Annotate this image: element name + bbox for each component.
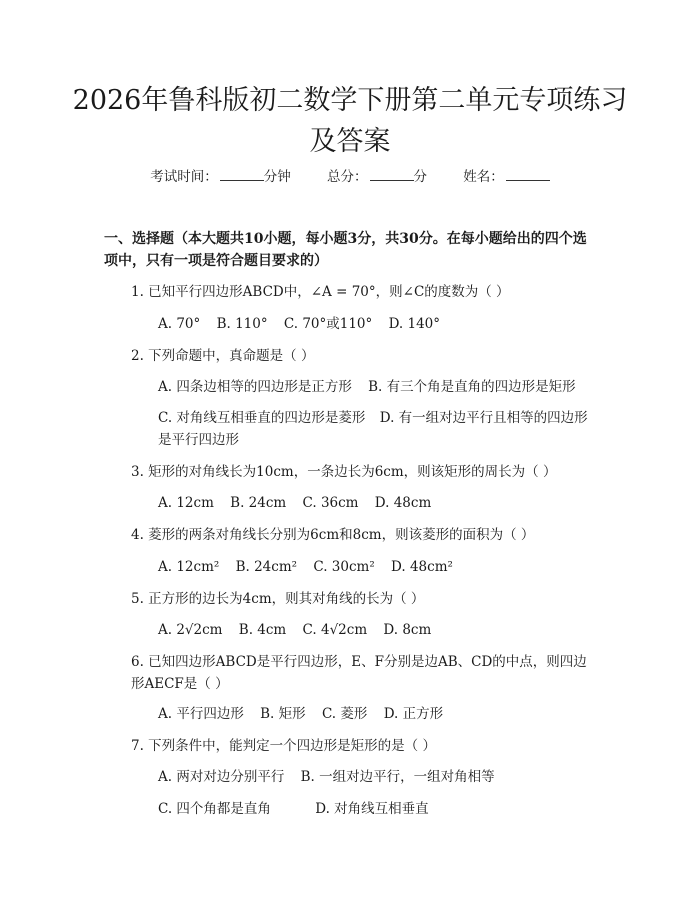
name-label: 姓名：	[463, 169, 504, 185]
exam-meta	[0, 166, 700, 188]
question-4-options	[158, 556, 598, 578]
total-score-unit: 分	[413, 169, 427, 185]
option-c: C. 菱形	[321, 706, 368, 722]
option-b: B. 有三个角是直角的四边形是矩形	[368, 379, 576, 395]
option-c: C. 四个角都是直角	[158, 801, 271, 817]
question-2-options-row2	[104, 407, 594, 451]
question-2	[104, 345, 594, 367]
exam-time-field	[150, 166, 291, 188]
option-a: A. 四条边相等的四边形是正方形	[158, 379, 352, 395]
option-a: A. 2√2cm	[158, 622, 223, 638]
question-5	[104, 588, 594, 610]
option-c: C. 30cm²	[313, 559, 375, 575]
option-b: B. 矩形	[260, 706, 306, 722]
option-a: A. 70°	[158, 316, 201, 332]
option-b: B. 24cm	[230, 495, 287, 511]
question-stem: 3. 矩形的对角线长为10cm，一条边长为6cm，则该矩形的周长为（ ）	[131, 464, 557, 480]
question-stem: 4. 菱形的两条对角线长分别为6cm和8cm，则该菱形的面积为（ ）	[131, 527, 535, 543]
exam-time-unit: 分钟	[263, 169, 291, 185]
question-7	[104, 735, 594, 757]
option-c: C. 对角线互相垂直的四边形是菱形	[158, 410, 366, 426]
option-b: B. 一组对边平行，一组对角相等	[300, 769, 495, 785]
total-score-label: 总分：	[327, 169, 368, 185]
question-2-options-row1	[158, 376, 598, 398]
option-d: D. 正方形	[383, 706, 444, 722]
question-stem: 7. 下列条件中，能判定一个四边形是矩形的是（ ）	[131, 738, 436, 754]
name-blank	[506, 166, 550, 181]
option-c: C. 36cm	[302, 495, 359, 511]
question-6	[104, 651, 594, 695]
option-c: C. 4√2cm	[302, 622, 368, 638]
exam-time-label: 考试时间：	[150, 169, 218, 185]
option-a: A. 平行四边形	[158, 706, 244, 722]
option-d: D. 140°	[388, 316, 441, 332]
question-stem: 1. 已知平行四边形ABCD中，∠A = 70°，则∠C的度数为（ ）	[131, 284, 510, 300]
question-stem: 2. 下列命题中，真命题是（ ）	[131, 348, 315, 364]
section-heading: 一、选择题（本大题共10小题，每小题3分，共30分。在每小题给出的四个选项中，只有一项是符合题目要求的）	[104, 231, 587, 269]
question-3-options	[158, 492, 598, 514]
question-7-options-row2	[158, 798, 598, 820]
option-a: A. 12cm	[158, 495, 214, 511]
total-score-field	[327, 166, 427, 188]
option-a: A. 12cm²	[158, 559, 220, 575]
option-d: D. 8cm	[383, 622, 432, 638]
question-7-options-row1	[158, 766, 598, 788]
question-4	[104, 524, 594, 546]
option-d: D. 48cm	[374, 495, 432, 511]
option-a: A. 两对对边分别平行	[158, 769, 285, 785]
name-field	[463, 166, 550, 188]
page-title: 2026年鲁科版初二数学下册第二单元专项练习及答案	[72, 85, 628, 157]
option-d: D. 48cm²	[391, 559, 453, 575]
question-1-options	[158, 313, 598, 335]
total-score-blank	[370, 166, 414, 181]
question-5-options	[158, 619, 598, 641]
question-stem: 6. 已知四边形ABCD是平行四边形，E、F分别是边AB、CD的中点，则四边形AECF是（ ）	[131, 654, 587, 692]
question-1	[104, 281, 594, 303]
option-d: D. 对角线互相垂直	[315, 801, 429, 817]
option-d: D. 有一组对边平行且相等的四边形是平行四边形	[158, 410, 588, 448]
exam-time-blank	[220, 166, 264, 181]
option-c: C. 70°或110°	[283, 316, 373, 332]
option-b: B. 4cm	[238, 622, 287, 638]
question-6-options	[158, 703, 598, 725]
option-b: B. 110°	[216, 316, 268, 332]
option-b: B. 24cm²	[235, 559, 298, 575]
question-stem: 5. 正方形的边长为4cm，则其对角线的长为（ ）	[131, 591, 425, 607]
question-3	[104, 461, 594, 483]
